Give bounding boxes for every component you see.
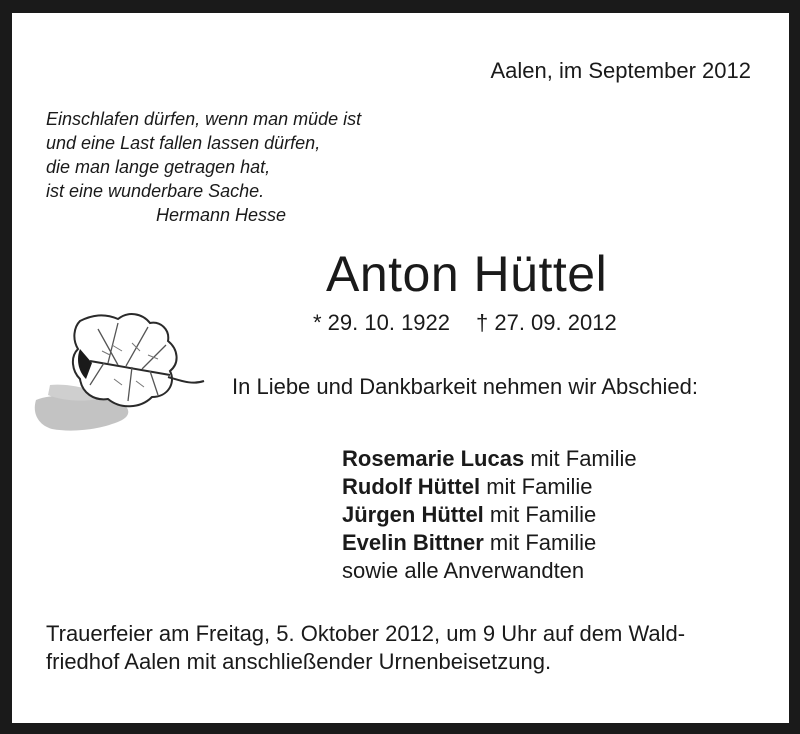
- deceased-name: Anton Hüttel: [326, 246, 608, 302]
- mourner-name: Rudolf Hüttel: [342, 474, 481, 499]
- quote-line: und eine Last fallen lassen dürfen,: [46, 133, 321, 153]
- autumn-leaf-icon: [32, 305, 207, 440]
- relatives-text: sowie alle Anverwandten: [342, 558, 585, 583]
- funeral-line: Trauerfeier am Freitag, 5. Oktober 2012, um 9 Uhr auf dem Wald-: [46, 621, 686, 646]
- quote-line: Einschlafen dürfen, wenn man müde ist: [46, 109, 362, 129]
- mourner-list: [342, 445, 637, 585]
- mourner-name: Rosemarie Lucas: [342, 446, 525, 471]
- mourner-name: Jürgen Hüttel: [342, 502, 484, 527]
- quote-author: Hermann Hesse: [156, 205, 287, 225]
- mourner-row: [342, 557, 637, 585]
- quote-line: die man lange getragen hat,: [46, 157, 271, 177]
- mourner-suffix: mit Familie: [483, 530, 597, 555]
- mourner-row: [342, 445, 637, 473]
- mourner-row: [342, 529, 637, 557]
- funeral-info: [46, 620, 766, 676]
- dateline: Aalen, im September 2012: [490, 58, 751, 83]
- mourner-row: [342, 473, 637, 501]
- mourner-suffix: mit Familie: [524, 446, 637, 471]
- funeral-line: friedhof Aalen mit anschließender Urnenbeisetzung.: [46, 649, 552, 674]
- quote-line: ist eine wunderbare Sache.: [46, 181, 265, 201]
- birth-date: * 29. 10. 1922: [313, 310, 451, 335]
- farewell-text: In Liebe und Dankbarkeit nehmen wir Abschied:: [232, 374, 698, 399]
- mourner-name: Evelin Bittner: [342, 530, 484, 555]
- quote-block: [46, 107, 426, 227]
- life-dates: [313, 310, 617, 336]
- mourner-suffix: mit Familie: [483, 502, 597, 527]
- death-date: † 27. 09. 2012: [476, 310, 617, 335]
- mourner-suffix: mit Familie: [480, 474, 593, 499]
- mourner-row: [342, 501, 637, 529]
